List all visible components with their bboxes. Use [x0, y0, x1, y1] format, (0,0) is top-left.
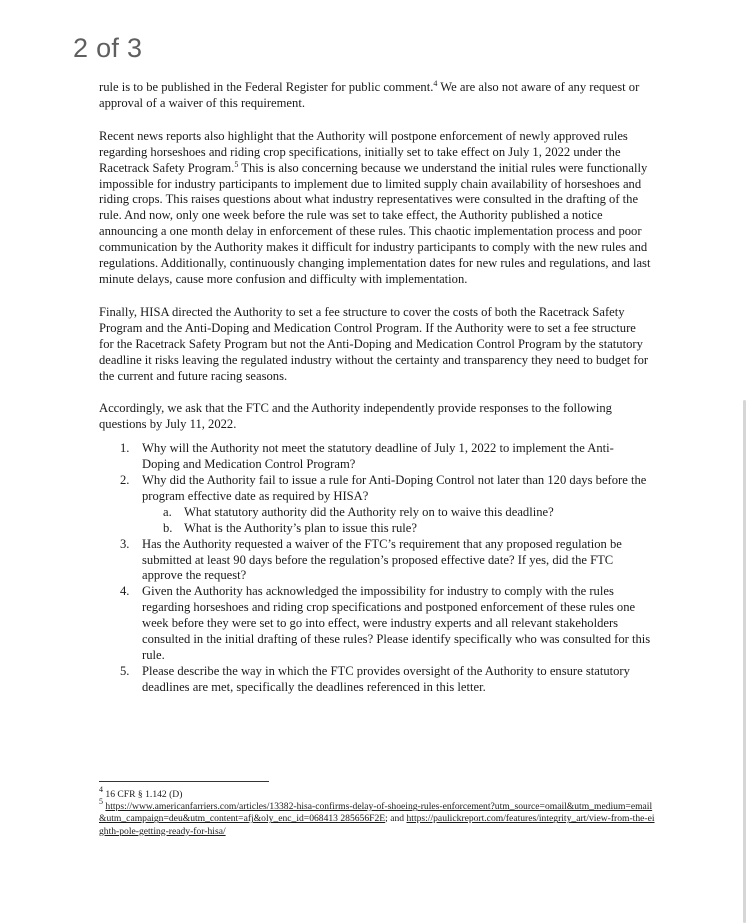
paragraph-waiver	[99, 80, 651, 112]
question-item	[99, 441, 651, 473]
paragraph-text: Recent news reports also highlight that the Authority will postpone enforcement of newly approved rules regarding horseshoes and riding crop specifications, initially set to take effect on July 1, 2022 under the Racetrack Safety Program.	[99, 128, 628, 175]
question-number: 1.	[120, 441, 130, 456]
footnote-link-americanfarriers[interactable]: https://www.americanfarriers.com/articles/13382-hisa-confirms-delay-of-shoeing-rules-enforcement?utm_source=omail&utm_medium=email&utm_campaign=deu&utm_content=afj&oly_enc_id=068413 285656F2E	[99, 801, 653, 825]
question-text: Why will the Authority not meet the statutory deadline of July 1, 2022 to implement the Anti-Doping and Medication Control Program?	[142, 441, 614, 472]
paragraph-text: We are also not aware of any request or approval of a waiver of this requirement.	[99, 80, 640, 110]
sub-question-text: What statutory authority did the Authority rely on to waive this deadline?	[184, 504, 554, 519]
questions-list	[99, 441, 651, 696]
viewer-top-bar	[0, 0, 750, 78]
paragraph-text: This is also concerning because we understand the initial rules were functionally impossible for industry participants to implement due to limited supply chain availability of horseshoes and riding crops. This raises questions about what industry representatives were consulted in the drafting of the rule. And now, only one week before the rule was set to take effect, the Authority published a notice announcing a one month delay in enforcement of these rules. This chaotic implementation process and poor communication by the Authority makes it difficult for industry participants to comply with the new rules and regulations. Additionally, continuously changing implementation dates for new rules and regulations, and last minute delays, cause more confusion and difficulty with implementation.	[99, 160, 651, 286]
question-text: Has the Authority requested a waiver of the FTC’s requirement that any proposed regulation be submitted at least 90 days before the regulation’s proposed effective date? If yes, did the FTC approve the request?	[142, 536, 622, 583]
scrollbar[interactable]	[743, 400, 746, 923]
question-item	[99, 473, 651, 537]
question-item	[99, 664, 651, 696]
paragraph-request: Accordingly, we ask that the FTC and the Authority independently provide responses to the following questions by July 11, 2022.	[99, 401, 612, 432]
paragraph-text: rule is to be published in the Federal Register for public comment.	[99, 80, 434, 94]
footnotes	[99, 785, 659, 838]
question-text: Why did the Authority fail to issue a rule for Anti-Doping Control not later than 120 days before the program effective date as required by HISA?	[142, 473, 647, 503]
question-item	[99, 537, 651, 585]
paragraph-news-reports	[99, 129, 651, 288]
question-text: Given the Authority has acknowledged the impossibility for industry to comply with the rules regarding horseshoes and riding crop specifications and postponed enforcement of these rules one week before they were set to go into effect, were industry experts and all relevant stakeholders consulted in the initial drafting of these rules? Please identify specifically who was consulted for this rule.	[142, 584, 651, 662]
sub-question-text: What is the Authority’s plan to issue this rule?	[184, 520, 417, 535]
question-item	[99, 584, 651, 664]
question-number: 3.	[120, 536, 130, 551]
footnote-5	[99, 797, 659, 838]
page-counter: 2 of 3	[73, 33, 143, 63]
footnote-ref-4[interactable]: 4	[433, 79, 438, 88]
paragraph-fee-structure: Finally, HISA directed the Authority to set a fee structure to cover the costs of both the Racetrack Safety Program and the Anti-Doping and Medication Control Program. If the Authority were to set a fee structure for the Racetrack Safety Program but not the Anti-Doping and Medication Control Program by the statutory deadline it risks leaving the regulated industry without the certainty and transparency they need to budget for the current and future racing seasons.	[99, 304, 649, 383]
footnote-4	[99, 785, 659, 801]
sub-question-letter: a.	[163, 504, 172, 519]
question-number: 2.	[120, 473, 130, 488]
letter-body	[99, 80, 651, 696]
footnote-link-paulickreport[interactable]: https://paulickreport.com/features/integrity_art/view-from-the-eighth-pole-getting-ready-for-hisa/	[99, 813, 655, 837]
footnote-text: ; and	[385, 813, 407, 825]
sub-question-item	[142, 521, 651, 537]
question-number: 5.	[120, 663, 130, 678]
footnote-divider	[99, 781, 269, 782]
question-number: 4.	[120, 584, 130, 599]
footnote-marker: 5	[99, 797, 103, 807]
footnote-marker: 4	[99, 785, 103, 794]
question-text: Please describe the way in which the FTC provides oversight of the Authority to ensure statutory deadlines are met, specifically the deadlines referenced in this letter.	[142, 663, 630, 694]
footnote-ref-5[interactable]: 5	[234, 159, 239, 169]
footnote-text: 16 CFR § 1.142 (D)	[103, 789, 183, 800]
sub-question-letter: b.	[163, 520, 173, 535]
sub-question-item	[142, 505, 651, 521]
sub-questions-list	[142, 505, 651, 537]
